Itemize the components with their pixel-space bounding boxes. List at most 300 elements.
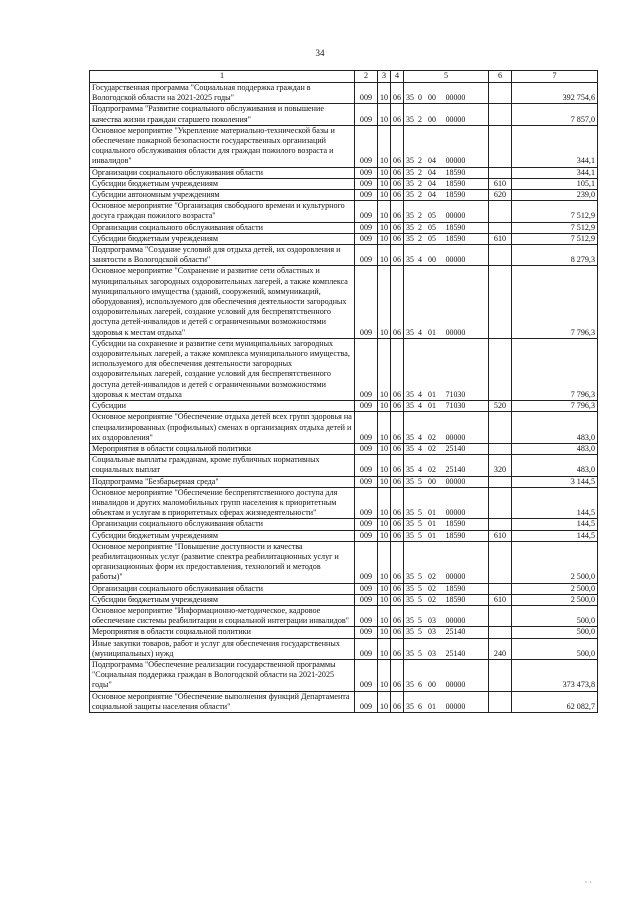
target-article-part: 35 (406, 701, 414, 711)
section-code: 10 (378, 222, 391, 233)
target-article-part: 01 (428, 401, 436, 411)
expense-type-code: 240 (489, 638, 512, 659)
row-name: Основное мероприятие "Укрепление материально-технической базы и обеспечение пожарной безопасности государственных организаций социального обслуживания области для граждан пожилого возраста и инвалидов" (90, 125, 355, 167)
target-article-part: 01 (428, 327, 436, 337)
target-article-code (404, 530, 489, 541)
target-article-code (404, 201, 489, 222)
target-article-code (404, 338, 489, 400)
target-article-part: 35 (406, 594, 414, 604)
target-article-part: 00000 (445, 508, 466, 518)
admin-code: 009 (355, 519, 378, 530)
subsection-code: 06 (391, 125, 404, 167)
target-article-part: 03 (428, 648, 436, 658)
table-row (90, 627, 598, 638)
admin-code: 009 (355, 638, 378, 659)
subsection-code: 06 (391, 605, 404, 626)
target-article-part: 35 (406, 465, 414, 475)
target-article-part: 35 (406, 222, 414, 232)
target-article-part: 01 (428, 701, 436, 711)
target-article-part: 35 (406, 572, 414, 582)
target-article-part: 0 (418, 93, 422, 103)
table-row (90, 691, 598, 712)
expense-type-code: 610 (489, 530, 512, 541)
section-code: 10 (378, 455, 391, 476)
row-name: Подпрограмма "Развитие социального обслуживания и повышение качества жизни граждан старшего поколения" (90, 104, 355, 125)
amount: 483,0 (512, 455, 598, 476)
subsection-code: 06 (391, 104, 404, 125)
row-name: Основное мероприятие "Обеспечение отдыха детей всех групп здоровья на специализированных (профильных) сменах в организациях отдыха детей и их оздоровления" (90, 412, 355, 444)
target-article-part: 35 (406, 648, 414, 658)
subsection-code: 06 (391, 476, 404, 487)
admin-code: 009 (355, 627, 378, 638)
subsection-code: 06 (391, 638, 404, 659)
row-name: Иные закупки товаров, работ и услуг для обеспечения государственных (муниципальных) нужд (90, 638, 355, 659)
row-name: Социальные выплаты гражданам, кроме публичных нормативных социальных выплат (90, 455, 355, 476)
target-article-part: 00000 (445, 432, 466, 442)
row-name: Основное мероприятие "Повышение доступности и качества реабилитационных услуг (развитие спектра реабилитационных услуг и организационных форм их предоставления, технологий и методов работы)" (90, 541, 355, 583)
header-cell: 7 (512, 71, 598, 83)
expense-type-code: 520 (489, 401, 512, 412)
target-article-part: 00 (428, 114, 436, 124)
target-article-code (404, 222, 489, 233)
section-code: 10 (378, 125, 391, 167)
table-row (90, 83, 598, 104)
row-name: Основное мероприятие "Обеспечение выполнения функций Департамента социальной защиты населения области" (90, 691, 355, 712)
table-row (90, 125, 598, 167)
target-article-code (404, 190, 489, 201)
target-article-code (404, 245, 489, 266)
admin-code: 009 (355, 443, 378, 454)
target-article-code (404, 443, 489, 454)
row-name: Основное мероприятие "Информационно-методическое, кадровое обеспечение системы реабилитации и социальной интеграции инвалидов" (90, 605, 355, 626)
header-cell: 1 (90, 71, 355, 83)
expense-type-code: 620 (489, 190, 512, 201)
target-article-part: 2 (418, 190, 422, 200)
target-article-code (404, 83, 489, 104)
header-cell: 2 (355, 71, 378, 83)
table-row (90, 167, 598, 178)
target-article-part: 35 (406, 401, 414, 411)
target-article-part: 05 (428, 222, 436, 232)
target-article-part: 00 (428, 680, 436, 690)
amount: 7 796,3 (512, 266, 598, 338)
expense-type-code (489, 476, 512, 487)
section-code: 10 (378, 233, 391, 244)
target-article-part: 00000 (445, 572, 466, 582)
expense-type-code: 610 (489, 233, 512, 244)
section-code: 10 (378, 190, 391, 201)
expense-type-code (489, 167, 512, 178)
section-code: 10 (378, 530, 391, 541)
target-article-part: 02 (428, 594, 436, 604)
target-article-part: 35 (406, 114, 414, 124)
amount: 483,0 (512, 412, 598, 444)
row-name: Субсидии (90, 401, 355, 412)
target-article-part: 00000 (445, 680, 466, 690)
subsection-code: 06 (391, 266, 404, 338)
target-article-code (404, 487, 489, 519)
row-name: Основное мероприятие "Организация свободного времени и культурного досуга граждан пожилого возраста" (90, 201, 355, 222)
target-article-part: 5 (418, 648, 422, 658)
amount: 8 279,3 (512, 245, 598, 266)
admin-code: 009 (355, 125, 378, 167)
target-article-part: 35 (406, 178, 414, 188)
target-article-part: 6 (418, 680, 422, 690)
table-row (90, 455, 598, 476)
target-article-part: 4 (418, 443, 422, 453)
admin-code: 009 (355, 691, 378, 712)
subsection-code: 06 (391, 487, 404, 519)
subsection-code: 06 (391, 443, 404, 454)
target-article-part: 5 (418, 583, 422, 593)
row-name: Субсидии на сохранение и развитие сети муниципальных загородных оздоровительных лагерей, а также комплекса муниципального имущества, используемого для обеспечения деятельности загородных оздоровительных лагерей, создание условий для беспрепятственного доступа детей-инвалидов и детей с ограниченными возможностями здоровья к местам отдыха (90, 338, 355, 400)
target-article-part: 02 (428, 443, 436, 453)
section-code: 10 (378, 594, 391, 605)
admin-code: 009 (355, 401, 378, 412)
section-code: 10 (378, 178, 391, 189)
target-article-part: 35 (406, 432, 414, 442)
header-row (90, 71, 598, 83)
target-article-part: 00000 (445, 93, 466, 103)
target-article-part: 02 (428, 572, 436, 582)
target-article-part: 5 (418, 627, 422, 637)
amount: 2 500,0 (512, 594, 598, 605)
target-article-part: 25140 (445, 443, 466, 453)
target-article-part: 2 (418, 156, 422, 166)
table-row (90, 412, 598, 444)
header-cell: 4 (391, 71, 404, 83)
target-article-part: 18590 (445, 222, 466, 232)
target-article-part: 00000 (445, 327, 466, 337)
target-article-code (404, 627, 489, 638)
amount: 7 796,3 (512, 401, 598, 412)
target-article-part: 35 (406, 93, 414, 103)
target-article-part: 35 (406, 443, 414, 453)
target-article-part: 02 (428, 465, 436, 475)
row-name: Мероприятия в области социальной политики (90, 443, 355, 454)
target-article-part: 35 (406, 476, 414, 486)
target-article-part: 35 (406, 616, 414, 626)
target-article-part: 02 (428, 432, 436, 442)
admin-code: 009 (355, 233, 378, 244)
target-article-part: 35 (406, 327, 414, 337)
target-article-part: 04 (428, 178, 436, 188)
subsection-code: 06 (391, 594, 404, 605)
amount: 7 512,9 (512, 201, 598, 222)
table-row (90, 659, 598, 691)
table-row (90, 190, 598, 201)
target-article-code (404, 167, 489, 178)
target-article-part: 00000 (445, 616, 466, 626)
subsection-code: 06 (391, 583, 404, 594)
target-article-part: 35 (406, 190, 414, 200)
section-code: 10 (378, 201, 391, 222)
target-article-part: 5 (418, 508, 422, 518)
section-code: 10 (378, 691, 391, 712)
section-code: 10 (378, 338, 391, 400)
target-article-part: 18590 (445, 594, 466, 604)
section-code: 10 (378, 412, 391, 444)
target-article-part: 35 (406, 583, 414, 593)
target-article-part: 35 (406, 680, 414, 690)
admin-code: 009 (355, 659, 378, 691)
section-code: 10 (378, 541, 391, 583)
table-row (90, 476, 598, 487)
target-article-part: 5 (418, 594, 422, 604)
subsection-code: 06 (391, 222, 404, 233)
target-article-part: 2 (418, 233, 422, 243)
target-article-part: 35 (406, 508, 414, 518)
target-article-part: 2 (418, 211, 422, 221)
target-article-part: 00000 (445, 701, 466, 711)
target-article-part: 4 (418, 401, 422, 411)
amount: 7 512,9 (512, 222, 598, 233)
table-row (90, 222, 598, 233)
amount: 392 754,6 (512, 83, 598, 104)
target-article-part: 18590 (445, 178, 466, 188)
table-row (90, 443, 598, 454)
target-article-code (404, 659, 489, 691)
target-article-code (404, 605, 489, 626)
table-row (90, 583, 598, 594)
amount: 144,5 (512, 487, 598, 519)
target-article-code (404, 412, 489, 444)
target-article-part: 35 (406, 389, 414, 399)
expense-type-code (489, 583, 512, 594)
admin-code: 009 (355, 412, 378, 444)
target-article-part: 5 (418, 476, 422, 486)
expense-type-code (489, 245, 512, 266)
amount: 344,1 (512, 167, 598, 178)
admin-code: 009 (355, 178, 378, 189)
amount: 483,0 (512, 443, 598, 454)
amount: 239,0 (512, 190, 598, 201)
expense-type-code: 610 (489, 594, 512, 605)
target-article-part: 35 (406, 530, 414, 540)
row-name: Подпрограмма "Создание условий для отдыха детей, их оздоровления и занятости в Вологодской области" (90, 245, 355, 266)
subsection-code: 06 (391, 541, 404, 583)
table-row (90, 178, 598, 189)
amount: 373 473,8 (512, 659, 598, 691)
table-row (90, 594, 598, 605)
section-code: 10 (378, 104, 391, 125)
table-row (90, 605, 598, 626)
expense-type-code (489, 104, 512, 125)
row-name: Государственная программа "Социальная поддержка граждан в Вологодской области на 2021-2025 годы" (90, 83, 355, 104)
row-name: Организации социального обслуживания области (90, 222, 355, 233)
subsection-code: 06 (391, 519, 404, 530)
target-article-part: 00000 (445, 255, 466, 265)
target-article-code (404, 638, 489, 659)
amount: 7 857,0 (512, 104, 598, 125)
target-article-part: 05 (428, 211, 436, 221)
target-article-part: 18590 (445, 233, 466, 243)
expense-type-code (489, 266, 512, 338)
amount: 2 500,0 (512, 541, 598, 583)
subsection-code: 06 (391, 178, 404, 189)
admin-code: 009 (355, 594, 378, 605)
target-article-code (404, 401, 489, 412)
expense-type-code (489, 541, 512, 583)
amount: 62 082,7 (512, 691, 598, 712)
expense-type-code (489, 627, 512, 638)
target-article-code (404, 266, 489, 338)
row-name: Субсидии бюджетным учреждениям (90, 594, 355, 605)
subsection-code: 06 (391, 412, 404, 444)
amount: 7 796,3 (512, 338, 598, 400)
target-article-part: 2 (418, 222, 422, 232)
amount: 7 512,9 (512, 233, 598, 244)
target-article-part: 00000 (445, 476, 466, 486)
target-article-code (404, 104, 489, 125)
target-article-part: 4 (418, 327, 422, 337)
subsection-code: 06 (391, 530, 404, 541)
target-article-part: 00 (428, 255, 436, 265)
subsection-code: 06 (391, 201, 404, 222)
target-article-part: 25140 (445, 648, 466, 658)
admin-code: 009 (355, 83, 378, 104)
section-code: 10 (378, 401, 391, 412)
subsection-code: 06 (391, 83, 404, 104)
subsection-code: 06 (391, 338, 404, 400)
admin-code: 009 (355, 455, 378, 476)
target-article-part: 03 (428, 627, 436, 637)
expense-type-code (489, 338, 512, 400)
amount: 344,1 (512, 125, 598, 167)
amount: 500,0 (512, 638, 598, 659)
row-name: Подпрограмма "Безбарьерная среда" (90, 476, 355, 487)
row-name: Основное мероприятие "Сохранение и развитие сети областных и муниципальных загородных оздоровительных лагерей, а также комплекса муниципального имущества (зданий, сооружений, коммуникаций, оборудования), используемого для обеспечения деятельности загородных оздоровительных лагерей, создание условий для беспрепятственного доступа детей-инвалидов и детей с ограниченными возможностями здоровья к местам отдыха" (90, 266, 355, 338)
target-article-part: 2 (418, 178, 422, 188)
target-article-part: 18590 (445, 519, 466, 529)
target-article-part: 01 (428, 519, 436, 529)
table-row (90, 519, 598, 530)
expense-type-code (489, 125, 512, 167)
target-article-part: 18590 (445, 190, 466, 200)
subsection-code: 06 (391, 233, 404, 244)
target-article-part: 5 (418, 530, 422, 540)
subsection-code: 06 (391, 167, 404, 178)
subsection-code: 06 (391, 627, 404, 638)
amount: 500,0 (512, 605, 598, 626)
target-article-code (404, 594, 489, 605)
expense-type-code (489, 412, 512, 444)
subsection-code: 06 (391, 401, 404, 412)
section-code: 10 (378, 583, 391, 594)
scan-marks: · · (584, 878, 592, 887)
target-article-part: 71030 (445, 401, 466, 411)
target-article-part: 4 (418, 389, 422, 399)
target-article-part: 04 (428, 167, 436, 177)
row-name: Основное мероприятие "Обеспечение беспрепятственного доступа для инвалидов и других маломобильных групп населения к приоритетным объектам и услугам в приоритетных сферах жизнедеятельности" (90, 487, 355, 519)
section-code: 10 (378, 266, 391, 338)
target-article-part: 04 (428, 156, 436, 166)
expense-type-code (489, 443, 512, 454)
table-row (90, 266, 598, 338)
table-row (90, 233, 598, 244)
amount: 3 144,5 (512, 476, 598, 487)
budget-table (89, 70, 598, 713)
amount: 2 500,0 (512, 583, 598, 594)
target-article-part: 6 (418, 701, 422, 711)
admin-code: 009 (355, 338, 378, 400)
amount: 105,1 (512, 178, 598, 189)
target-article-part: 25140 (445, 465, 466, 475)
target-article-part: 00000 (445, 211, 466, 221)
target-article-part: 01 (428, 508, 436, 518)
admin-code: 009 (355, 605, 378, 626)
subsection-code: 06 (391, 245, 404, 266)
target-article-part: 00000 (445, 114, 466, 124)
target-article-part: 18590 (445, 530, 466, 540)
section-code: 10 (378, 167, 391, 178)
target-article-part: 02 (428, 583, 436, 593)
expense-type-code: 610 (489, 178, 512, 189)
target-article-part: 18590 (445, 583, 466, 593)
amount: 144,5 (512, 519, 598, 530)
target-article-code (404, 541, 489, 583)
row-name: Субсидии бюджетным учреждениям (90, 178, 355, 189)
expense-type-code (489, 659, 512, 691)
target-article-part: 71030 (445, 389, 466, 399)
section-code: 10 (378, 487, 391, 519)
target-article-part: 04 (428, 190, 436, 200)
table-row (90, 104, 598, 125)
target-article-part: 35 (406, 255, 414, 265)
target-article-part: 4 (418, 465, 422, 475)
target-article-code (404, 476, 489, 487)
admin-code: 009 (355, 104, 378, 125)
target-article-part: 35 (406, 627, 414, 637)
admin-code: 009 (355, 487, 378, 519)
target-article-part: 2 (418, 167, 422, 177)
subsection-code: 06 (391, 190, 404, 201)
target-article-part: 05 (428, 233, 436, 243)
admin-code: 009 (355, 201, 378, 222)
target-article-part: 18590 (445, 167, 466, 177)
table-row (90, 245, 598, 266)
subsection-code: 06 (391, 691, 404, 712)
admin-code: 009 (355, 541, 378, 583)
row-name: Мероприятия в области социальной политики (90, 627, 355, 638)
expense-type-code (489, 519, 512, 530)
amount: 144,5 (512, 530, 598, 541)
target-article-part: 5 (418, 519, 422, 529)
admin-code: 009 (355, 222, 378, 233)
row-name: Организации социального обслуживания области (90, 519, 355, 530)
target-article-part: 35 (406, 233, 414, 243)
subsection-code: 06 (391, 455, 404, 476)
target-article-part: 01 (428, 389, 436, 399)
row-name: Подпрограмма "Обеспечение реализации государственной программы "Социальная поддержка граждан в Вологодской области на 2021-2025 годы" (90, 659, 355, 691)
section-code: 10 (378, 659, 391, 691)
target-article-part: 03 (428, 616, 436, 626)
admin-code: 009 (355, 266, 378, 338)
target-article-code (404, 691, 489, 712)
target-article-part: 4 (418, 255, 422, 265)
row-name: Субсидии бюджетным учреждениям (90, 233, 355, 244)
admin-code: 009 (355, 190, 378, 201)
target-article-part: 00 (428, 93, 436, 103)
target-article-part: 4 (418, 432, 422, 442)
page-number: 34 (315, 48, 325, 58)
row-name: Организации социального обслуживания области (90, 167, 355, 178)
target-article-part: 35 (406, 211, 414, 221)
section-code: 10 (378, 476, 391, 487)
expense-type-code (489, 691, 512, 712)
target-article-code (404, 233, 489, 244)
section-code: 10 (378, 83, 391, 104)
